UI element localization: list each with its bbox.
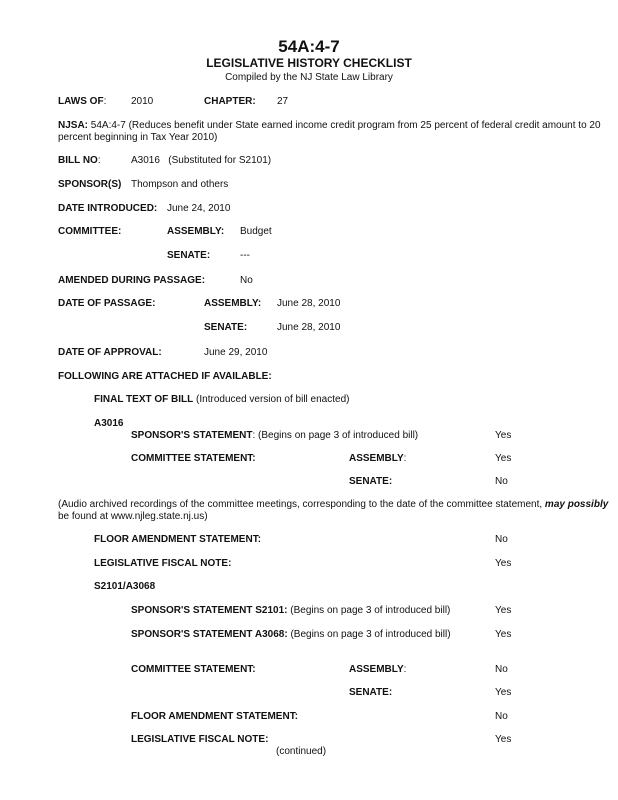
- sponsors-label: SPONSOR(S): [58, 179, 122, 190]
- attached-heading: FOLLOWING ARE ATTACHED IF AVAILABLE:: [58, 371, 272, 382]
- passage-senate-value: June 28, 2010: [277, 322, 341, 333]
- s2101-committee-senate-label: SENATE:: [349, 687, 393, 698]
- a3016-assembly-label-text: ASSEMBLY: [349, 453, 404, 464]
- amended-label: AMENDED DURING PASSAGE:: [58, 275, 206, 286]
- a3068-sponsor-statement: [131, 629, 451, 640]
- continued-note: (continued): [276, 746, 327, 757]
- passage-assembly-label: ASSEMBLY:: [204, 298, 262, 309]
- date-of-approval-label: DATE OF APPROVAL:: [58, 347, 162, 358]
- bill-no-label: [58, 155, 101, 166]
- date-introduced-label: DATE INTRODUCED:: [58, 203, 158, 214]
- sponsors-value: Thompson and others: [131, 179, 229, 190]
- final-text-line: [94, 394, 349, 405]
- s2101-floor-amendment-label: FLOOR AMENDMENT STATEMENT:: [131, 711, 299, 722]
- laws-of-colon: :: [103, 96, 107, 107]
- s2101-committee-assembly-label: [349, 664, 406, 675]
- a3016-fiscal-note-value: Yes: [495, 558, 512, 569]
- s2101-heading: S2101/A3068: [94, 581, 156, 592]
- date-of-approval-value: June 29, 2010: [204, 347, 268, 358]
- compiled-by: Compiled by the NJ State Law Library: [225, 72, 393, 83]
- laws-of-label-text: LAWS OF: [58, 96, 104, 107]
- bill-no-note: (Substituted for S2101): [168, 155, 272, 166]
- amended-value: No: [240, 275, 253, 286]
- a3016-fiscal-note-label: LEGISLATIVE FISCAL NOTE:: [94, 558, 232, 569]
- s2101-assembly-colon: :: [403, 664, 407, 675]
- s2101-sponsor-note: (Begins on page 3 of introduced bill): [290, 605, 451, 616]
- a3016-sponsor-statement: [131, 430, 418, 441]
- a3016-sponsor-note: : (Begins on page 3 of introduced bill): [252, 430, 419, 441]
- audio-note-line2: be found at www.njleg.state.nj.us): [58, 511, 208, 522]
- passage-assembly-value: June 28, 2010: [277, 298, 341, 309]
- committee-assembly-value: Budget: [240, 226, 272, 237]
- laws-of-value: 2010: [131, 96, 154, 107]
- date-introduced-value: June 24, 2010: [167, 203, 231, 214]
- document-title: 54A:4-7: [278, 37, 340, 56]
- committee-senate-label: SENATE:: [167, 250, 211, 261]
- bill-no-value: [131, 155, 271, 166]
- s2101-committee-assembly-value: No: [495, 664, 508, 675]
- committee-label: COMMITTEE:: [58, 226, 122, 237]
- document-subtitle: LEGISLATIVE HISTORY CHECKLIST: [206, 56, 412, 70]
- bill-no-number: A3016: [131, 155, 160, 166]
- chapter-value: 27: [277, 96, 289, 107]
- committee-senate-value: ---: [240, 250, 250, 261]
- a3068-sponsor-label: SPONSOR'S STATEMENT A3068:: [131, 629, 288, 640]
- s2101-committee-senate-value: Yes: [495, 687, 512, 698]
- a3016-committee-senate-label: SENATE:: [349, 476, 393, 487]
- a3068-sponsor-note: (Begins on page 3 of introduced bill): [290, 629, 451, 640]
- s2101-committee-statement-label: COMMITTEE STATEMENT:: [131, 664, 256, 675]
- a3016-committee-statement-label: COMMITTEE STATEMENT:: [131, 453, 256, 464]
- s2101-assembly-label-text: ASSEMBLY: [349, 664, 404, 675]
- a3016-committee-assembly-label: [349, 453, 406, 464]
- bill-no-colon: :: [97, 155, 101, 166]
- a3016-floor-amendment-value: No: [495, 534, 508, 545]
- a3016-sponsor-value: Yes: [495, 430, 512, 441]
- passage-senate-label: SENATE:: [204, 322, 248, 333]
- s2101-floor-amendment-value: No: [495, 711, 508, 722]
- a3068-sponsor-value: Yes: [495, 629, 512, 640]
- chapter-label: CHAPTER:: [204, 96, 256, 107]
- s2101-sponsor-value: Yes: [495, 605, 512, 616]
- a3016-floor-amendment-label: FLOOR AMENDMENT STATEMENT:: [94, 534, 262, 545]
- s2101-fiscal-note-value: Yes: [495, 734, 512, 745]
- a3016-assembly-colon: :: [403, 453, 407, 464]
- laws-of-label: [58, 96, 106, 107]
- njsa-label: NJSA:: [58, 120, 89, 131]
- s2101-sponsor-label: SPONSOR'S STATEMENT S2101:: [131, 605, 288, 616]
- audio-note-emphasis: may possibly: [544, 499, 609, 510]
- a3016-sponsor-label: SPONSOR'S STATEMENT: [131, 430, 253, 441]
- a3016-committee-senate-value: No: [495, 476, 508, 487]
- audio-note-line1: [58, 499, 608, 510]
- a3016-heading: A3016: [94, 418, 124, 429]
- s2101-fiscal-note-label: LEGISLATIVE FISCAL NOTE:: [131, 734, 269, 745]
- njsa-value: 54A:4-7 (Reduces benefit under State earned income credit program from 25 percent of federal credit amount to 20 percent beginning in Tax Year 2010): [58, 120, 601, 143]
- committee-assembly-label: ASSEMBLY:: [167, 226, 225, 237]
- a3016-committee-assembly-value: Yes: [495, 453, 512, 464]
- date-of-passage-label: DATE OF PASSAGE:: [58, 298, 156, 309]
- njsa-line: [58, 120, 603, 144]
- final-text-note: (Introduced version of bill enacted): [196, 394, 350, 405]
- final-text-label: FINAL TEXT OF BILL: [94, 394, 194, 405]
- audio-note-prefix: (Audio archived recordings of the committee meetings, corresponding to the date of the committee statement,: [58, 499, 545, 510]
- s2101-sponsor-statement: [131, 605, 450, 616]
- bill-no-label-text: BILL NO: [58, 155, 98, 166]
